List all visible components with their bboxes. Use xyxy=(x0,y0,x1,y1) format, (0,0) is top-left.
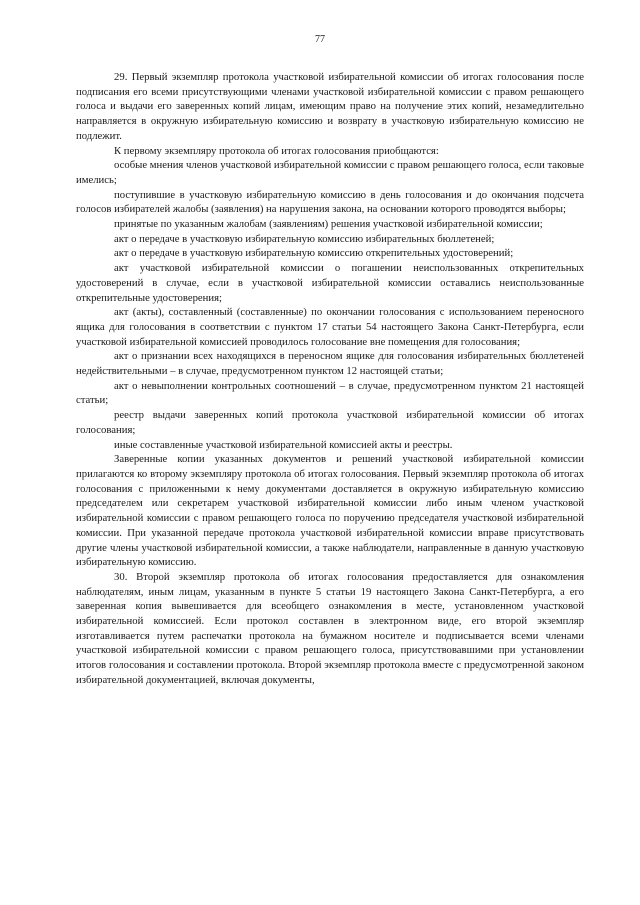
list-item-complaint-decisions: принятые по указанным жалобам (заявлениям) решения участковой избирательной комиссии; xyxy=(114,218,543,231)
list-item-complaints: поступившие в участковую избирательную комиссию в день голосования и до окончания подсчета голосов избирателей жалобы (заявления) на нарушения закона, на основании которого проводятся выборы; xyxy=(76,188,584,216)
paragraph-certified-copies: Заверенные копии указанных документов и решений участковой избирательной комиссии прилагаются ко второму экземпляру протокола об итогах голосования. Первый экземпляр протокола об итогах голосования с приложенными к нему документами доставляется в окружную избирательную комиссию председателем или секретарем участковой избирательной комиссии либо иным членом участковой избирательной комиссии с правом решающего голоса по поручению председателя участковой избирательной комиссии. При указанной передаче протокола участковой избирательной комиссии вправе присутствовать другие члены участковой избирательной комиссии, а также наблюдатели, направленные в данную участковую избирательную комиссию. xyxy=(76,453,584,569)
paragraph-30: 30. Второй экземпляр протокола об итогах голосования предоставляется для ознакомления наблюдателям, иным лицам, указанным в пункте 5 статьи 19 настоящего Закона Санкт-Петербурга, а его заверенная копия вывешивается для всеобщего ознакомления в месте, установленном участковой избирательной комиссией. Если протокол составлен в электронном виде, его второй экземпляр изготавливается путем распечатки протокола на бумажном носителе и подписывается всеми членами участковой избирательной комиссии с правом решающего голоса, присутствовавшими при установлении итогов голосования и составлении протокола. Второй экземпляр протокола вместе с предусмотренной законом избирательной документацией, включая документы, xyxy=(76,570,584,686)
list-item-portable-box-act: акт (акты), составленный (составленные) по окончании голосования с использованием переносного ящика для голосования в соответствии с пунктом 17 статьи 54 настоящего Закона Санкт-Петербурга, если участковой избирательной комиссией проводилось голосование вне помещения для голосования; xyxy=(76,306,584,348)
list-item-certificates-transfer-act: акт о передаче в участковую избирательную комиссию открепительных удостоверений; xyxy=(114,247,514,260)
list-item-invalid-ballots-act: акт о признании всех находящихся в переносном ящике для голосования избирательных бюллетеней недействительными – в случае, предусмотренном пунктом 12 настоящей статьи; xyxy=(76,350,584,378)
list-item-copies-register: реестр выдачи заверенных копий протокола участковой избирательной комиссии об итогах голосования; xyxy=(76,409,584,436)
list-item-dissenting-opinions: особые мнения членов участковой избирательной комиссии с правом решающего голоса, если таковые имелись; xyxy=(76,159,584,186)
body-text xyxy=(76,70,584,688)
list-item-certificates-cancellation-act: акт участковой избирательной комиссии о погашении неиспользованных открепительных удостоверений в случае, если в участковой избирательной комиссии оставались неиспользованные открепительные удостоверения; xyxy=(76,262,584,304)
paragraph-29: 29. Первый экземпляр протокола участковой избирательной комиссии об итогах голосования после подписания его всеми присутствующими членами участковой избирательной комиссии с правом решающего голоса и выдачи его заверенных копий лицам, имеющим право на получение этих копий, незамедлительно направляется в окружную избирательную комиссию и возврату в участковую избирательную комиссию не подлежит. xyxy=(76,71,584,142)
page-number: 77 xyxy=(315,34,325,45)
list-item-ballots-transfer-act: акт о передаче в участковую избирательную комиссию избирательных бюллетеней; xyxy=(114,232,495,245)
list-item-other-acts: иные составленные участковой избирательной комиссией акты и реестры. xyxy=(114,438,453,451)
list-item-control-ratios-act: акт о невыполнении контрольных соотношений – в случае, предусмотренном пунктом 21 настоящей статьи; xyxy=(76,379,584,407)
paragraph-intro-attachments: К первому экземпляру протокола об итогах голосования приобщаются: xyxy=(114,144,439,157)
